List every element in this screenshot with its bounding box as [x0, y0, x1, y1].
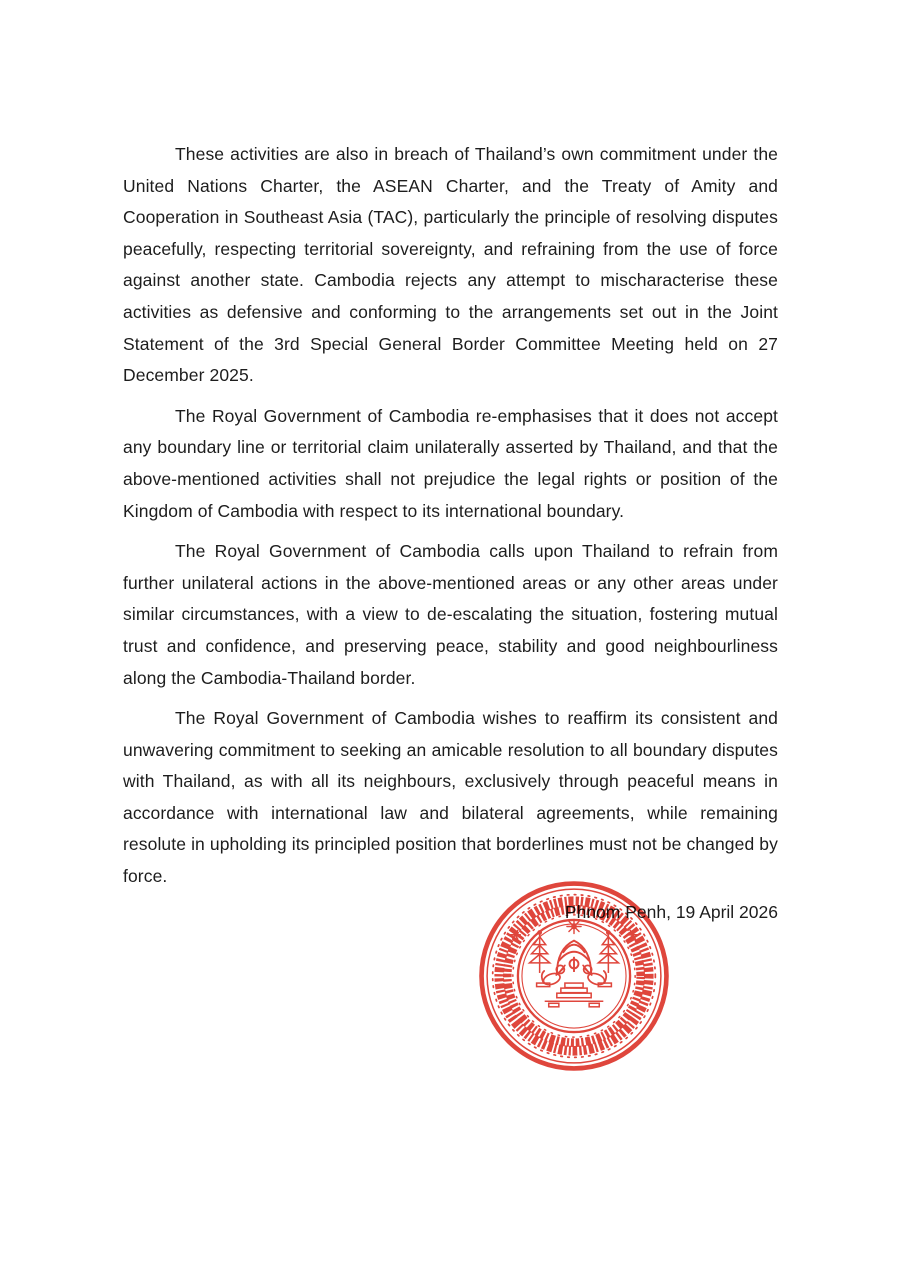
seal-inner-ring [518, 920, 630, 1032]
document-text-block [123, 139, 778, 902]
paragraph-2: The Royal Government of Cambodia re-emphasises that it does not accept any boundary line or territorial claim unilaterally asserted by Thailand, and that the above-mentioned activities shall not prejudice the legal rights or position of the Kingdom of Cambodia with respect to its international boundary. [123, 405, 778, 521]
paragraph-3: The Royal Government of Cambodia calls upon Thailand to refrain from further unilateral actions in the above-mentioned areas or any other areas under similar circumstances, with a view to de-escalating the situation, fostering mutual trust and confidence, and preserving peace, stability and good neighbourliness along the Cambodia-Thailand border. [123, 541, 778, 688]
paragraph-1: These activities are also in breach of Thailand’s own commitment under the United Nations Charter, the ASEAN Charter, and the Treaty of Amity and Cooperation in Southeast Asia (TAC), particularly the principle of resolving disputes peacefully, respecting territorial sovereignty, and refraining from the use of force against another state. Cambodia rejects any attempt to mischaracterise these activities as defensive and conforming to the arrangements set out in the Joint Statement of the 3rd Special General Border Committee Meeting held on 27 December 2025. [123, 144, 778, 386]
dateline: Phnom Penh, 19 April 2026 [564, 902, 778, 922]
paragraph-4: The Royal Government of Cambodia wishes to reaffirm its consistent and unwavering commitment to seeking an amicable resolution to all boundary disputes with Thailand, as with all its neighbours, exclusively through peaceful means in accordance with international law and bilateral agreements, while remaining resolute in upholding its principled position that borderlines must not be changed by force. [123, 708, 778, 887]
seal-arms-sunray [567, 919, 581, 933]
seal-arms-pedestal [537, 983, 612, 1007]
royal-seal-stamp-icon [478, 880, 670, 1072]
